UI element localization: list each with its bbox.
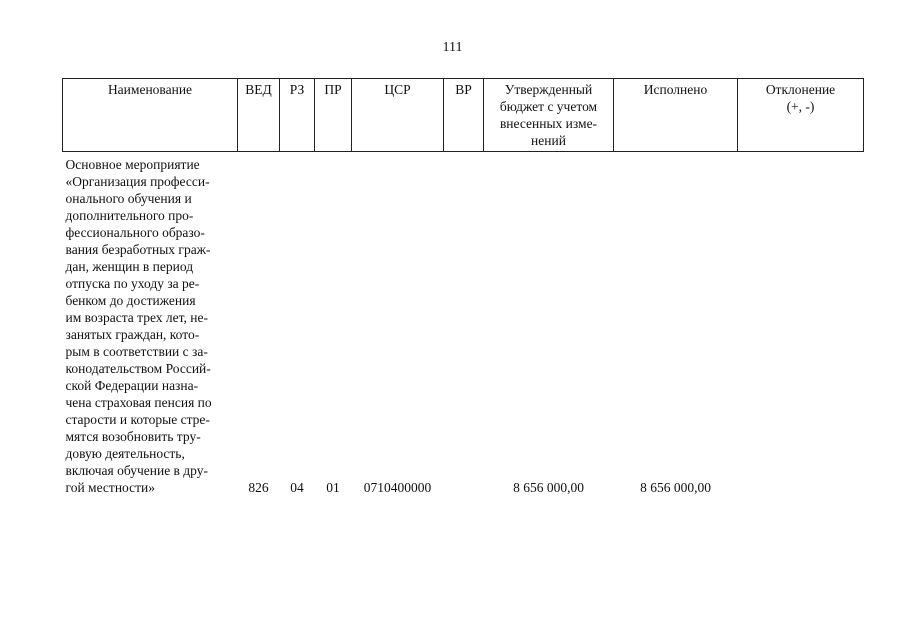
header-ved: ВЕД (238, 79, 280, 152)
row-name-line: дан, женщин в период (65, 259, 194, 274)
header-approved-line: Утвержденный (504, 82, 593, 97)
header-deviation-line: (+, -) (786, 99, 815, 114)
page-number: 111 (442, 40, 463, 55)
row-name (63, 152, 238, 497)
row-executed: 8 656 000,00 (640, 480, 711, 495)
row-name-line: гой местности» (65, 480, 155, 495)
row-ved: 826 (248, 480, 269, 495)
row-name-line: рым в соответствии с за- (65, 344, 208, 359)
header-name: Наименование (63, 79, 238, 152)
header-pr: ПР (315, 79, 352, 152)
row-name-line: ской Федерации назна- (65, 378, 199, 393)
row-name-line: старости и которые стре- (65, 412, 210, 427)
header-approved-line: бюджет с учетом (499, 99, 598, 114)
header-deviation (738, 79, 864, 152)
row-name-line: им возраста трех лет, не- (65, 310, 209, 325)
row-vr (444, 152, 484, 497)
header-executed: Исполнено (614, 79, 738, 152)
header-csr: ЦСР (352, 79, 444, 152)
row-csr: 0710400000 (363, 480, 432, 495)
row-approved: 8 656 000,00 (513, 480, 584, 495)
row-name-line: фессионального образо- (65, 225, 205, 240)
row-pr: 01 (326, 480, 340, 495)
header-deviation-line: Отклонение (765, 82, 836, 97)
table-header-row (63, 79, 864, 152)
row-rz: 04 (290, 480, 304, 495)
header-rz: РЗ (280, 79, 315, 152)
budget-table (62, 78, 864, 496)
table-row (63, 152, 864, 497)
row-name-line: довую деятельность, (65, 446, 185, 461)
header-approved-line: нений (531, 133, 566, 148)
row-name-line: вания безработных граж- (65, 242, 211, 257)
row-name-line: чена страховая пенсия по (65, 395, 212, 410)
row-name-line: конодательством Россий- (65, 361, 211, 376)
row-name-line: включая обучение в дру- (65, 463, 208, 478)
header-vr: ВР (444, 79, 484, 152)
row-name-line: отпуска по уходу за ре- (65, 276, 200, 291)
row-name-line: «Организация професси- (65, 174, 210, 189)
row-name-line: бенком до достижения (65, 293, 196, 308)
row-name-line: дополнительного про- (65, 208, 194, 223)
row-name-line: мятся возобновить тру- (65, 429, 201, 444)
header-approved (484, 79, 614, 152)
row-name-line: занятых граждан, кото- (65, 327, 200, 342)
row-name-line: Основное мероприятие (65, 157, 200, 172)
row-deviation (738, 152, 864, 497)
row-name-line: онального обучения и (65, 191, 192, 206)
header-approved-line: внесенных изме- (499, 116, 598, 131)
